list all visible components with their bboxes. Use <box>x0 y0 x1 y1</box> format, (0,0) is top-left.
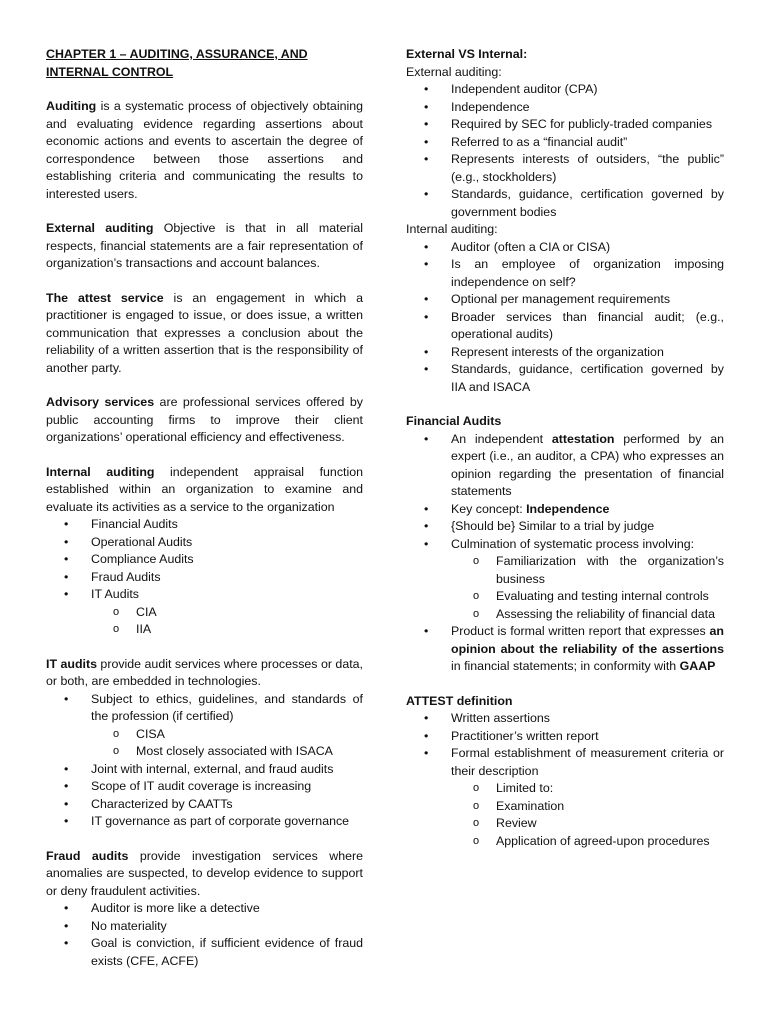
fraud-audits-term: Fraud audits <box>46 848 129 863</box>
external-auditing-list <box>406 81 724 221</box>
list-item: • Referred to as a “financial audit” <box>406 134 724 152</box>
external-auditing-term: External auditing <box>46 221 154 235</box>
sub-list-item: o Evaluating and testing internal controls <box>451 588 724 606</box>
attest-service-paragraph <box>46 290 363 378</box>
list-item: • Scope of IT audit coverage is increasing <box>46 778 363 796</box>
internal-auditing-label: Internal auditing: <box>406 222 498 236</box>
list-item: • Optional per management requirements <box>406 291 724 309</box>
attest-service-text: is an engagement in which a practitioner is engaged to issue, or does issue, a written communication that expresses a conclusion about the reliability of a written assertion that is the responsibility of another party. <box>46 290 363 375</box>
sub-list-item: o Review <box>451 815 724 833</box>
attest-definition-heading <box>406 693 724 711</box>
fraud-audits-list <box>46 900 363 970</box>
left-column <box>46 46 363 970</box>
list-item: • Standards, guidance, certification governed by government bodies <box>406 186 724 221</box>
sub-list-item: o Familiarization with the organization’s business <box>451 553 724 588</box>
list-item: • Is an employee of organization imposing independence on self? <box>406 256 724 291</box>
auditing-text: is a systematic process of objectively obtaining and evaluating evidence regarding assertions about economic actions and events to ascertain the degree of correspondence between those assertions and establishing criteria and communicating the results to interested users. <box>46 99 363 201</box>
list-item: • Compliance Audits <box>46 551 363 569</box>
internal-auditing-text: independent appraisal function established within an organization to examine and evaluate its activities as a service to the organization <box>46 464 363 514</box>
list-item <box>406 623 724 676</box>
it-audits-term: IT audits <box>46 656 97 671</box>
list-item <box>406 431 724 501</box>
attest-definition-title: ATTEST definition <box>406 693 513 708</box>
text-run: Key concept: <box>451 501 527 516</box>
advisory-services-term: Advisory services <box>46 395 155 409</box>
list-item: • Required by SEC for publicly-traded companies <box>406 116 724 134</box>
internal-auditing-term: Internal auditing <box>46 464 155 479</box>
it-audits-paragraph <box>46 656 363 691</box>
list-item-label: Formal establishment of measurement criteria or their description <box>451 746 724 778</box>
external-vs-internal-title: External VS Internal: <box>406 47 528 61</box>
advisory-services-paragraph <box>46 394 363 447</box>
list-item: • Auditor is more like a detective <box>46 900 363 918</box>
list-item: • {Should be} Similar to a trial by judge <box>406 518 724 536</box>
advisory-services-text: are professional services offered by public accounting firms to improve their client organizations’ operational efficiency and effectiveness. <box>46 395 363 444</box>
financial-audits-title: Financial Audits <box>406 414 502 428</box>
list-item: • Independence <box>406 99 724 117</box>
list-item: • Independent auditor (CPA) <box>406 81 724 99</box>
external-auditing-text: Objective is that in all material respects, financial statements are a fair representation of organization’s transactions and account balances. <box>46 221 363 270</box>
chapter-title: CHAPTER 1 – AUDITING, ASSURANCE, AND INTERNAL CONTROL <box>46 47 308 79</box>
it-audits-list <box>46 691 363 831</box>
sub-list-item: o IIA <box>91 621 363 639</box>
sub-list-item: o Assessing the reliability of financial data <box>451 606 724 624</box>
list-item: • IT governance as part of corporate governance <box>46 813 363 831</box>
list-item-label: Subject to ethics, guidelines, and standards of the profession (if certified) <box>91 691 363 723</box>
right-column <box>406 46 724 850</box>
list-item: • Goal is conviction, if sufficient evidence of fraud exists (CFE, ACFE) <box>46 935 363 970</box>
list-item: • Characterized by CAATTs <box>46 796 363 814</box>
external-vs-internal-heading <box>406 46 724 64</box>
bold-run: GAAP <box>679 659 716 673</box>
list-item: • Practitioner’s written report <box>406 728 724 746</box>
bold-run: an opinion about the reliability of the assertions <box>451 624 724 656</box>
auditing-term: Auditing <box>46 99 97 113</box>
sub-list-item: o Most closely associated with ISACA <box>91 743 363 761</box>
list-item: • No materiality <box>46 918 363 936</box>
list-item: • Written assertions <box>406 710 724 728</box>
list-item: • Represent interests of the organization <box>406 344 724 362</box>
sub-list-item: o Limited to: <box>451 780 724 798</box>
text-run: in financial statements; in conformity with <box>451 659 680 673</box>
text-run: Product is formal written report that expresses <box>451 624 710 638</box>
systematic-process-sublist <box>451 553 724 623</box>
list-item: • Fraud Audits <box>46 569 363 587</box>
sub-list-item: o CISA <box>91 726 363 744</box>
bold-run: attestation <box>551 431 615 446</box>
list-item: • Joint with internal, external, and fraud audits <box>46 761 363 779</box>
it-audits-ethics-sublist <box>91 726 363 761</box>
list-item <box>46 691 363 761</box>
list-item: • Broader services than financial audit; (e.g., operational audits) <box>406 309 724 344</box>
list-item-label: Culmination of systematic process involving: <box>451 536 695 551</box>
internal-auditing-comparison-list <box>406 239 724 397</box>
sub-list-item: o Examination <box>451 798 724 816</box>
list-item <box>406 536 724 624</box>
financial-audits-heading <box>406 413 724 431</box>
list-item <box>46 586 363 639</box>
auditing-paragraph <box>46 98 363 203</box>
attest-service-term: The attest service <box>46 290 164 305</box>
list-item: • Represents interests of outsiders, “the public” (e.g., stockholders) <box>406 151 724 186</box>
external-auditing-paragraph <box>46 220 363 273</box>
list-item <box>406 745 724 850</box>
internal-auditing-paragraph <box>46 464 363 517</box>
financial-audits-list <box>406 431 724 676</box>
fraud-audits-paragraph <box>46 848 363 901</box>
it-audits-text: provide audit services where processes or data, or both, are embedded in technologies. <box>46 656 363 688</box>
fraud-audits-text: provide investigation services where anomalies are suspected, to develop evidence to support or deny fraudulent activities. <box>46 848 363 898</box>
list-item: • Operational Audits <box>46 534 363 552</box>
text-run: performed by an expert (i.e., an auditor, a CPA) who expresses an opinion regarding the presentation of financial statements <box>451 431 724 498</box>
list-item: • Financial Audits <box>46 516 363 534</box>
list-item <box>406 501 724 519</box>
attest-definition-list <box>406 710 724 850</box>
sub-list-item: o CIA <box>91 604 363 622</box>
text-run: An independent <box>451 431 552 446</box>
list-item: • Auditor (often a CIA or CISA) <box>406 239 724 257</box>
it-audits-sublist <box>91 604 363 639</box>
internal-auditing-list <box>46 516 363 639</box>
bold-run: Independence <box>526 501 610 516</box>
external-auditing-label: External auditing: <box>406 64 502 79</box>
list-item-label: IT Audits <box>91 587 139 601</box>
sub-list-item: o Application of agreed-upon procedures <box>451 833 724 851</box>
measurement-criteria-sublist <box>451 780 724 850</box>
list-item: • Standards, guidance, certification governed by IIA and ISACA <box>406 361 724 396</box>
